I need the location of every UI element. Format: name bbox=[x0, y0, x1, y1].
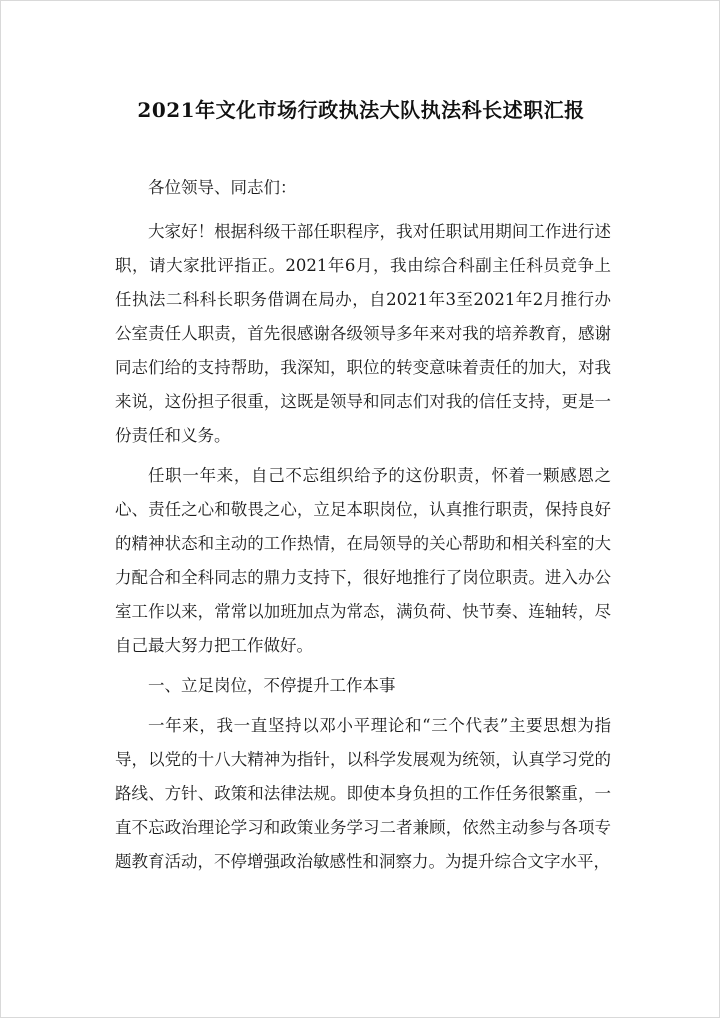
document-body bbox=[115, 171, 611, 885]
greeting-line: 各位领导、同志们： bbox=[148, 178, 297, 197]
paragraph-overview: 任职一年来，自己不忘组织给予的这份职责，怀着一颗感恩之心、责任之心和敬畏之心，立足本职岗位，认真推行职责，保持良好的精神状态和主动的工作热情，在局领导的关心帮助和相关科室的大力配合和全科同志的鼎力支持下，很好地推行了岗位职责。进入办公室工作以来，常常以加班加点为常态，满负荷、快节奏、连轴转，尽自己最大努力把工作做好。 bbox=[115, 466, 611, 655]
paragraph-intro: 大家好！根据科级干部任职程序，我对任职试用期间工作进行述职，请大家批评指正。2021年6月，我由综合科副主任科员竞争上任执法二科科长职务借调在局办，自2021年3至2021年2月推行办公室责任人职责，首先很感谢各级领导多年来对我的培养教育，感谢同志们给的支持帮助，我深知，职位的转变意味着责任的加大，对我来说，这份担子很重，这既是领导和同志们对我的信任支持，更是一份责任和义务。 bbox=[115, 222, 611, 445]
section-heading: 一、立足岗位，不停提升工作本事 bbox=[148, 676, 396, 695]
paragraph-study: 一年来，我一直坚持以邓小平理论和“三个代表”主要思想为指导，以党的十八大精神为指针，以科学发展观为统领，认真学习党的路线、方针、政策和法律法规。即使本身负担的工作任务很繁重，一直不忘政治理论学习和政策业务学习二者兼顾，依然主动参与各项专题教育活动，不停增强政治敏感性和洞察力。为提升综合文字水平， bbox=[115, 716, 611, 871]
document-title: 2021年文化市场行政执法大队执法科长述职汇报 bbox=[137, 98, 585, 122]
